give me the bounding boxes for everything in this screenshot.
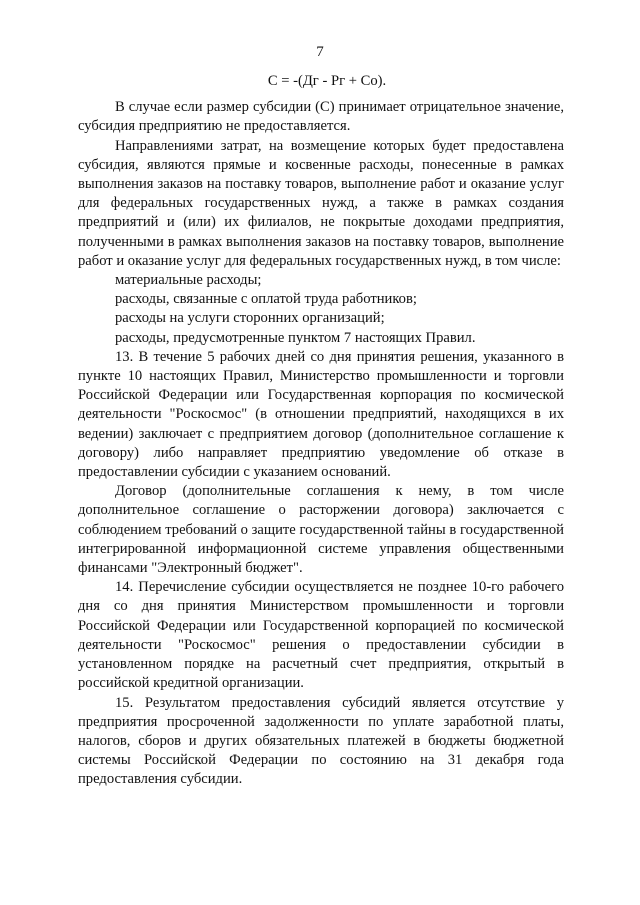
list-item-material-costs: материальные расходы; (115, 272, 262, 289)
list-item-third-party-services: расходы на услуги сторонних организаций; (115, 310, 385, 327)
list-item-clause-7-costs: расходы, предусмотренные пунктом 7 настоящих Правил. (115, 329, 476, 346)
paragraph-contract: Договор (дополнительные соглашения к нему, в том числе дополнительное соглашение о расторжении договора) заключается с соблюдением требований о защите государственной тайны в государственной интегрированной информационной системе управления общественными финансами "Электронный бюджет". (78, 483, 564, 577)
paragraph-negative-subsidy: В случае если размер субсидии (С) принимает отрицательное значение, субсидия предприятию не предоставляется. (78, 99, 564, 135)
subsidy-formula: С = -(Дг - Рг + Со). (267, 73, 387, 89)
paragraph-clause-13: 13. В течение 5 рабочих дней со дня принятия решения, указанного в пункте 10 настоящих Правил, Министерство промышленности и торговли Российской Федерации или Государственная корпорация по космической деятельности "Роскосмос" (в отношении предприятий, находящихся в их ведении) заключает с предприятием договор (дополнительное соглашение к договору) либо направляет предприятию уведомление об отказе в предоставлении субсидии с указанием оснований. (78, 348, 564, 481)
paragraph-cost-directions: Направлениями затрат, на возмещение которых будет предоставлена субсидия, являются прямые и косвенные расходы, понесенные в рамках выполнения заказов на поставку товаров, выполнение работ и оказание услуг для федеральных государственных нужд, а также в рамках создания предприятий и (или) их филиалов, не покрытые доходами предприятия, полученными в рамках выполнения заказов на поставку товаров, выполнение работ и оказание услуг для федеральных государственных нужд, в том числе: (78, 137, 564, 269)
list-item-labor-costs: расходы, связанные с оплатой труда работников; (115, 291, 417, 308)
paragraph-clause-15: 15. Результатом предоставления субсидий является отсутствие у предприятия просроченной задолженности по уплате заработной платы, налогов, сборов и других обязательных платежей в бюджеты бюджетной системы Российской Федерации по состоянию на 31 декабря года предоставления субсидии. (78, 694, 564, 788)
paragraph-clause-14: 14. Перечисление субсидии осуществляется не позднее 10-го рабочего дня со дня принятия Министерством промышленности и торговли Российской Федерации или Государственной корпорацией по космической деятельности "Роскосмос" решения о предоставлении субсидии в установленном порядке на расчетный счет предприятия, открытый в российской кредитной организации. (78, 579, 564, 692)
document-body (78, 72, 564, 790)
page-number: 7 (316, 44, 324, 60)
